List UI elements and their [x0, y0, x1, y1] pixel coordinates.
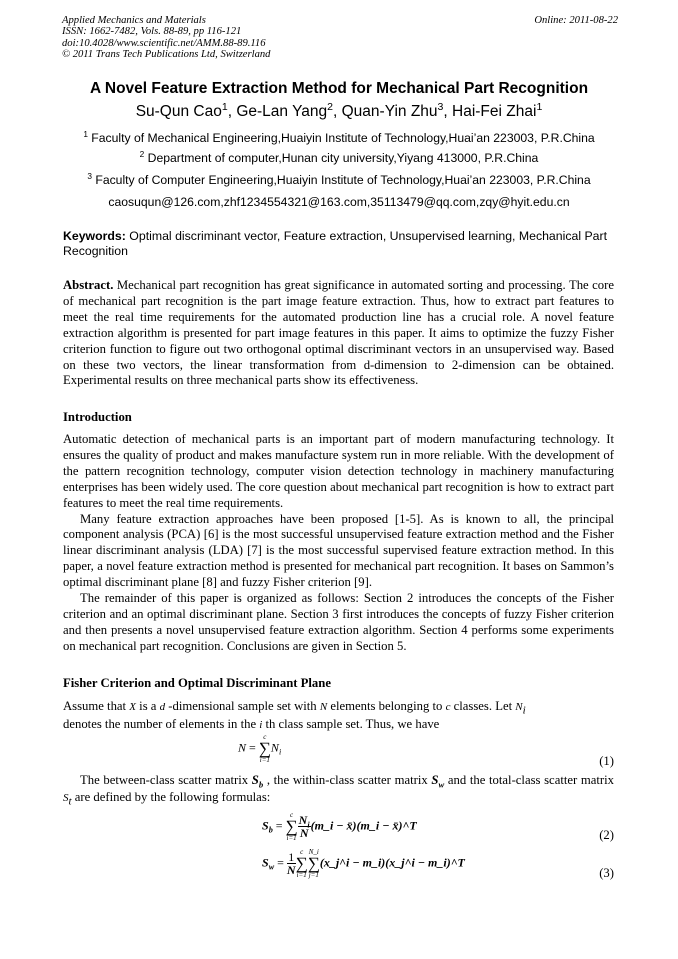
author-separator: , — [227, 103, 237, 120]
keywords-text: Optimal discriminant vector, Feature extraction, Unsupervised learning, Mechanical Part Recognition — [63, 229, 608, 258]
affiliation-2 — [30, 148, 648, 165]
math-var: S — [63, 792, 69, 804]
journal-header — [62, 15, 618, 61]
text-run: is a — [136, 699, 160, 713]
text-run: th class sample set. Thus, we have — [262, 717, 440, 731]
eq-body: (x_j^i − m_i)(x_j^i − m_i)^T — [319, 855, 465, 870]
fraction — [287, 851, 296, 876]
sigma-glyph: ∑ — [258, 739, 271, 758]
paragraph: The remainder of this paper is organized as follows: Section 2 introduces the concepts of the Fisher criterion and an optimal discriminant plane. Section 3 first introduces the concepts of fuzzy Fisher criterion and then presents a novel unsupervised feature extraction algorithm. Section 4 performs some experiments on mechanical part recognition. Conclusions are given in Section 5. — [63, 591, 614, 653]
math-subscript: w — [438, 779, 445, 790]
keywords-label: Keywords: — [63, 229, 126, 243]
sum-lower: i=1 — [286, 834, 297, 842]
equation-number-3: (3) — [599, 866, 614, 880]
eq-equals: = — [272, 818, 286, 833]
eq-equals: = — [246, 740, 259, 755]
math-var: N — [319, 701, 328, 713]
author-name: Ge-Lan Yang — [236, 103, 328, 120]
text-run: Assume that — [63, 699, 130, 713]
sum-lower: i=1 — [296, 871, 307, 879]
equation-number-1: (1) — [599, 754, 614, 768]
sigma-glyph: ∑ — [295, 854, 308, 873]
equation-number-2: (2) — [599, 828, 614, 842]
numerator-subscript: i — [307, 820, 310, 830]
abstract — [63, 278, 614, 389]
author-list — [40, 100, 638, 121]
eq-body: (m_i − x̄)(m_i − x̄)^T — [310, 818, 417, 833]
equation-1 — [238, 733, 281, 764]
eq-lhs: N — [238, 740, 247, 755]
paragraph: Automatic detection of mechanical parts is an important part of modern manufacturing technology. It ensures the quality of product and makes manufacture system run in more reliable. With the development of the pattern recognition technology, computer vision detection technology in machinery manufacturing enterprises has been widely used. The core question about mechanical part recognition is how to extract part features to meet the real time requirements. — [63, 432, 614, 510]
text-run: elements belonging to — [327, 699, 446, 713]
sum-lower: j=1 — [308, 871, 319, 879]
author-emails: caosuqun@126.com,zhf1234554321@163.com,35113479@qq.com,zqy@hyit.edu.cn — [108, 195, 570, 209]
eq-lhs-subscript: w — [268, 862, 275, 872]
math-var: X — [129, 701, 136, 713]
abstract-text: Mechanical part recognition has great significance in automated sorting and processing. The core of mechanical part recognition is the part image feature extraction. Thus, how to extract part features to meet the real time requirements for the automated production line has a crucial role. A novel feature extraction algorithm is presented for part image features in this paper. It aims to optimize the fuzzy Fisher criterion function to figure out two orthogonal optimal discriminant vectors in an unsupervised way. Based on these two vectors, the linear transformation from d-dimension to 2-dimension can be obtained. Experimental results on three mechanical parts show its effectiveness. — [63, 278, 614, 388]
eq-term: N — [270, 740, 279, 755]
equation-2 — [262, 811, 417, 842]
math-subscript: t — [68, 795, 72, 808]
sum-upper: c — [263, 733, 267, 741]
copyright-line: © 2011 Trans Tech Publications Ltd, Switzerland — [62, 49, 271, 61]
numerator-var: N — [298, 813, 308, 827]
author-separator: , — [443, 103, 453, 120]
text-run: and the total-class scatter matrix — [444, 773, 615, 787]
sum-upper: c — [300, 848, 304, 856]
author-separator: , — [332, 103, 342, 120]
eq-lhs-subscript: b — [268, 825, 273, 835]
text-run: denotes the number of elements in the — [63, 717, 260, 731]
summation-symbol — [308, 848, 320, 879]
math-var: S — [251, 773, 259, 787]
eq-lhs: S — [262, 818, 269, 833]
equation-3 — [262, 848, 465, 879]
fraction — [298, 814, 311, 839]
paragraph: Many feature extraction approaches have been proposed [1-5]. As is known to all, the principal component analysis (PCA) [6] is the most successful unsupervised feature extraction method and the Fisher linear discriminant analysis (LDA) [7] is the most successful supervised feature extraction method. In this paper, a novel feature extraction method is presented for mechanical part recognition. It bases on Sammon’s optimal discriminant plane [8] and fuzzy Fisher criterion [9]. — [63, 511, 614, 590]
sigma-glyph: ∑ — [285, 817, 298, 836]
summation-symbol — [296, 848, 308, 879]
fraction-denominator: N — [286, 863, 296, 877]
sigma-glyph: ∑ — [307, 854, 320, 873]
author-affiliation-mark: 1 — [221, 100, 228, 113]
journal-name: Applied Mechanics and Materials — [62, 15, 206, 26]
affiliation-mark: 2 — [139, 148, 145, 159]
affiliation-1 — [30, 128, 648, 145]
affiliation-text: Faculty of Mechanical Engineering,Huaiyin Institute of Technology,Huai’an 223003, P.R.China — [87, 131, 595, 145]
math-var: d — [159, 701, 166, 713]
sum-upper: c — [290, 811, 294, 819]
fisher-paragraph-1 — [63, 698, 614, 734]
fraction-numerator: 1 — [288, 850, 295, 864]
eq-lhs: S — [262, 855, 269, 870]
text-run: The between-class scatter matrix — [80, 773, 252, 787]
section-heading-fisher: Fisher Criterion and Optimal Discriminant Plane — [63, 676, 331, 690]
summation-symbol — [286, 811, 298, 842]
fraction-denominator: N — [299, 826, 309, 840]
author-affiliation-mark: 1 — [536, 100, 543, 113]
introduction-body — [63, 432, 614, 655]
author-name: Quan-Yin Zhu — [341, 103, 438, 120]
issn-line: ISSN: 1662-7482, Vols. 88-89, pp 116-121 — [62, 26, 242, 38]
sum-lower: i=1 — [259, 756, 270, 764]
math-var: c — [445, 701, 451, 713]
affiliation-text: Department of computer,Hunan city university,Yiyang 413000, P.R.China — [144, 151, 539, 165]
abstract-label: Abstract. — [63, 278, 114, 292]
eq-term-subscript: i — [278, 747, 282, 757]
author-name: Su-Qun Cao — [135, 103, 222, 120]
text-run: , the within-class scatter matrix — [263, 773, 432, 787]
eq-equals: = — [274, 855, 287, 870]
fisher-paragraph-2 — [63, 772, 614, 807]
text-run: classes. Let — [450, 699, 516, 713]
math-var: N — [515, 701, 523, 713]
section-heading-introduction: Introduction — [63, 410, 132, 424]
affiliation-3 — [30, 170, 648, 187]
affiliation-text: Faculty of Computer Engineering,Huaiyin Institute of Technology,Huai’an 223003, P.R.China — [91, 173, 591, 187]
summation-symbol — [259, 733, 271, 764]
author-affiliation-mark: 3 — [437, 100, 444, 113]
math-subscript: b — [258, 779, 264, 790]
author-affiliation-mark: 2 — [327, 100, 333, 113]
text-run: are defined by the following formulas: — [71, 790, 271, 804]
online-date: Online: 2011-08-22 — [534, 15, 618, 26]
text-run: -dimensional sample set with — [165, 699, 320, 713]
affiliation-mark: 3 — [87, 170, 92, 181]
paper-title: A Novel Feature Extraction Method for Mechanical Part Recognition — [89, 80, 589, 97]
math-var: S — [431, 773, 439, 787]
author-name: Hai-Fei Zhai — [452, 103, 537, 120]
sum-upper: N_i — [308, 848, 319, 856]
affiliation-mark: 1 — [83, 128, 88, 139]
doi-line: doi:10.4028/www.scientific.net/AMM.88-89.116 — [62, 37, 266, 49]
keywords — [63, 229, 614, 259]
math-var: i — [259, 719, 263, 731]
math-subscript: i — [522, 704, 526, 717]
